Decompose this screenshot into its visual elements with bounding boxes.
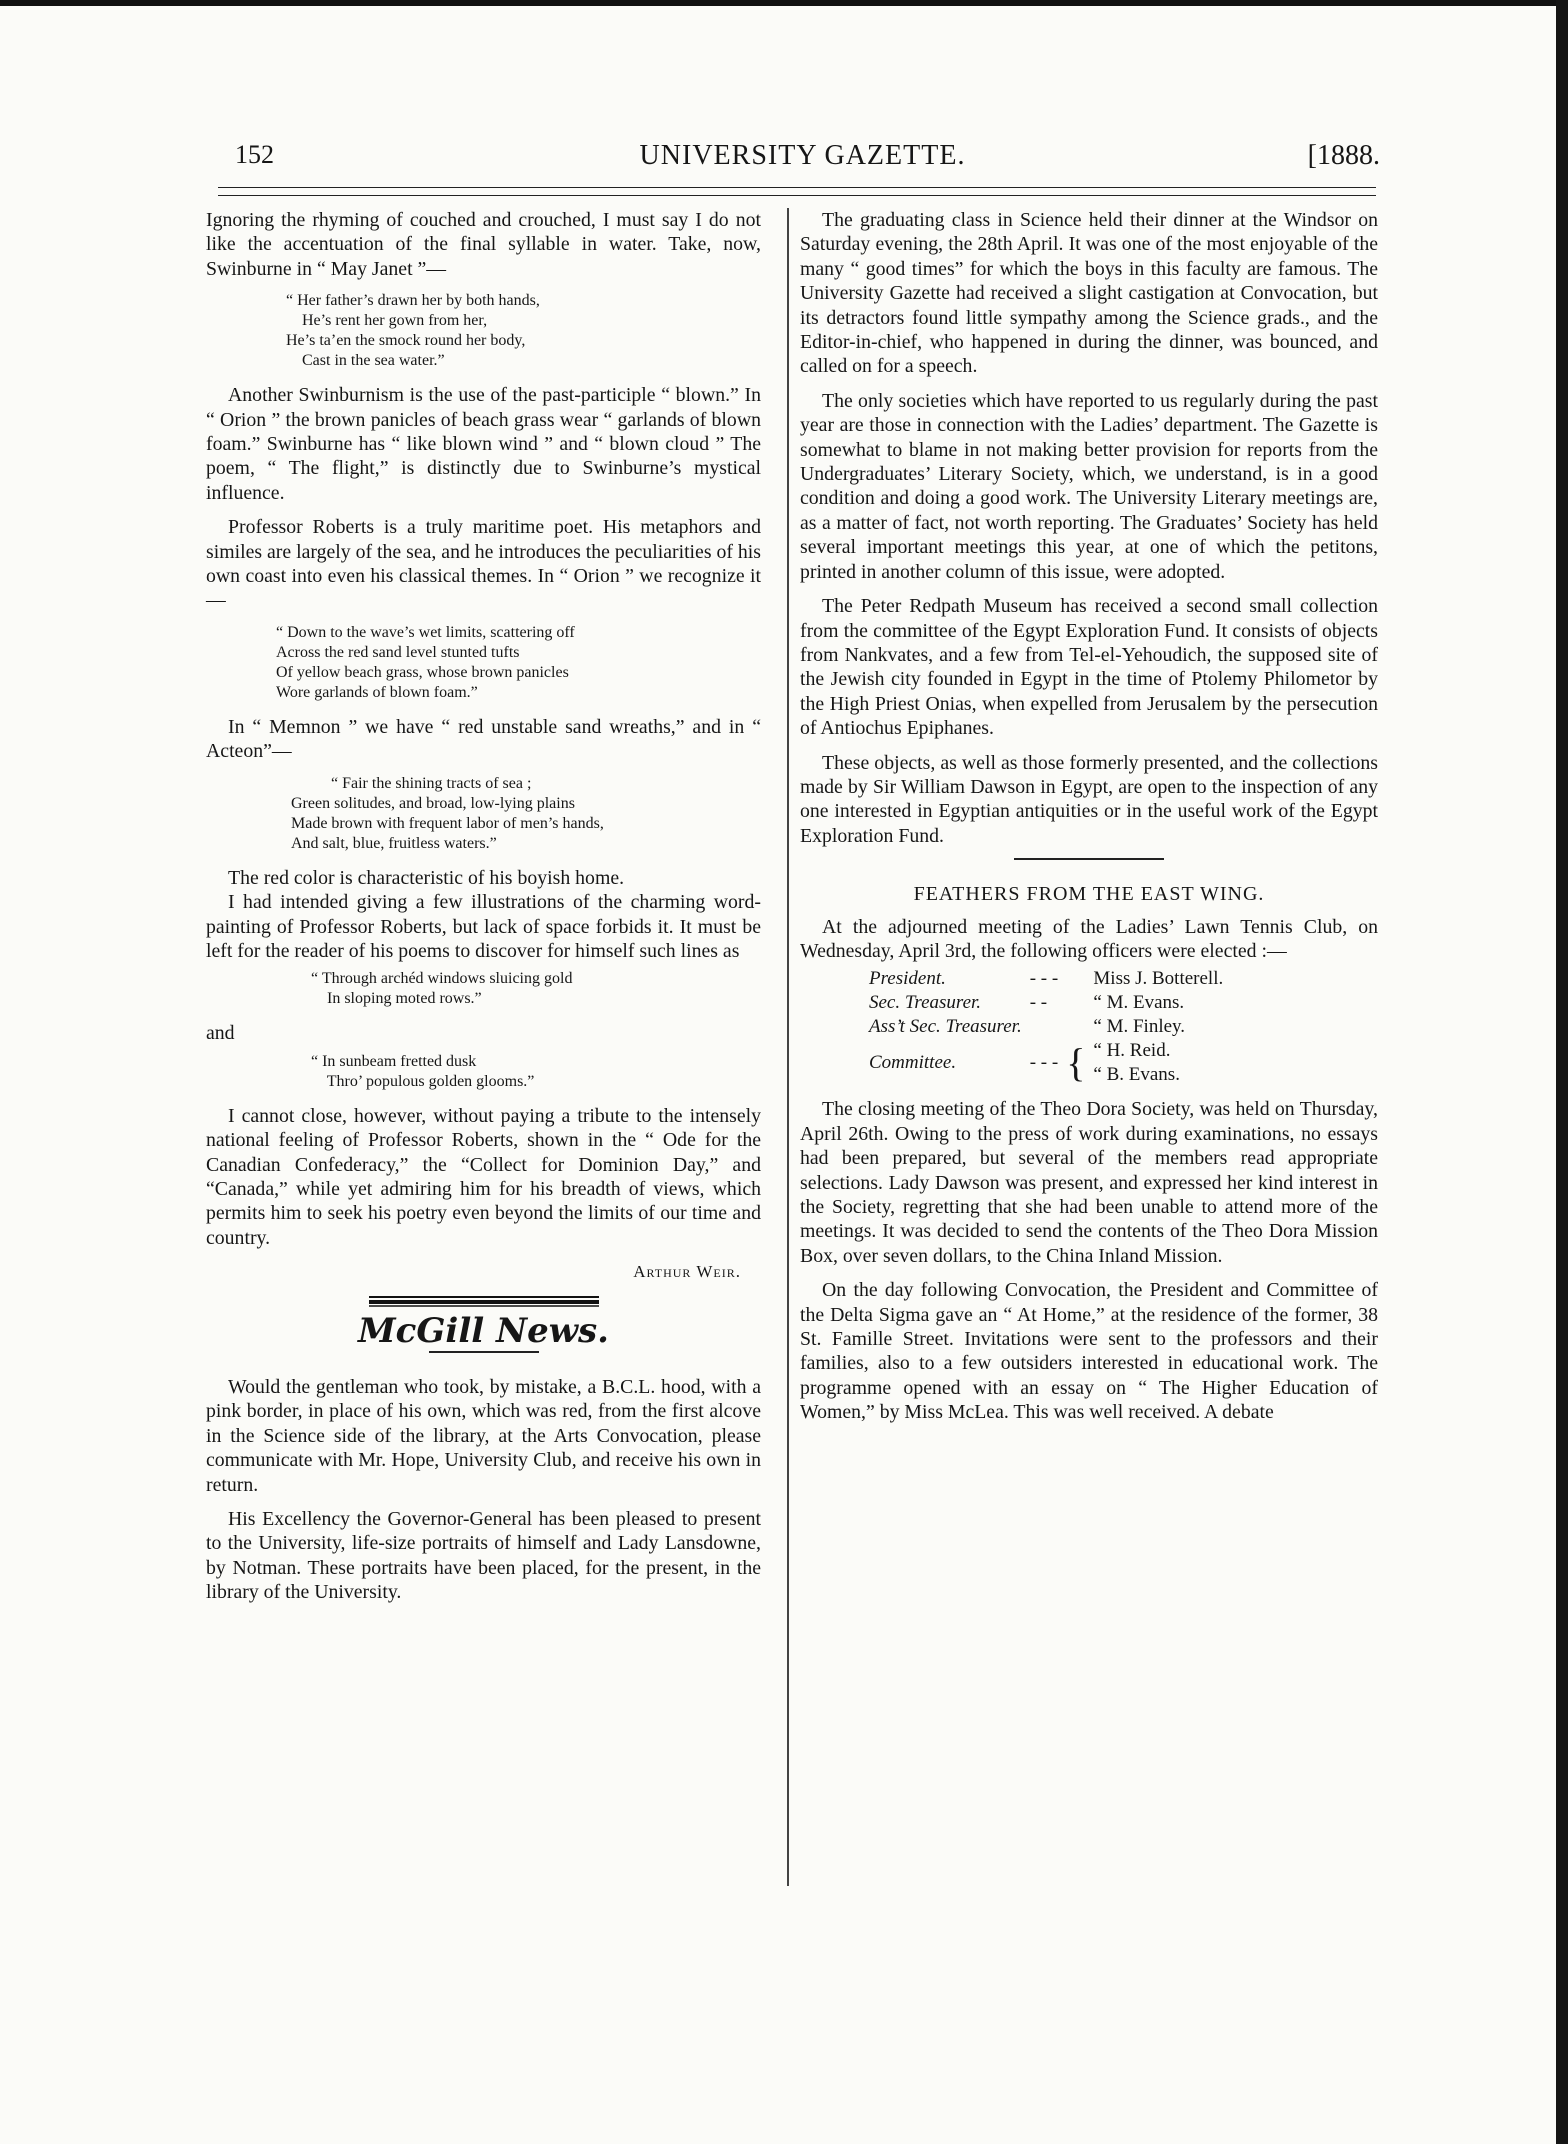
officer-name: “ M. Evans. — [1093, 992, 1185, 1014]
poem-quote-acteon — [291, 774, 761, 854]
poem-line: Thro’ populous golden glooms.” — [311, 1072, 535, 1090]
publication-title: UNIVERSITY GAZETTE. — [639, 140, 966, 171]
paragraph: The graduating class in Science held their dinner at the Windsor on Saturday evening, the 28th April. It was one of the most enjoyable of the many “ good times” for which the boys in this faculty are famous. The University Gazette had received a slight castigation at Convocation, but its detractors found little sympathy among the Science grads., and the Editor-in-chief, who happened in during the dinner, was bounced, and called on for a speech. — [800, 209, 1378, 378]
column-divider — [787, 208, 789, 1886]
poem-quote-arched-windows — [311, 969, 761, 1009]
poem-line: In sloping moted rows.” — [311, 990, 482, 1008]
left-column — [206, 208, 761, 1615]
officer-row-committee — [865, 1039, 1227, 1063]
paragraph: The closing meeting of the Theo Dora Society, was held on Thursday, April 26th. Owing to the press of work during examinations, no essays had been prepared, but several of the members read appropriate selections. Lady Dawson was present, and expressed her kind interest in the Society, regretting that she had been unable to attend more of the meetings. It was decided to send the contents of the Theo Dora Mission Box, over seven dollars, to the China Inland Mission. — [800, 1098, 1378, 1267]
officer-row — [865, 1015, 1227, 1039]
paragraph: I had intended giving a few illustrations of the charming word-painting of Professor Roberts, but lack of space forbids it. It must be left for the reader of his poems to discover for himself such lines as — [206, 891, 761, 962]
poem-line: Cast in the sea water.” — [286, 352, 445, 370]
poem-line: “ Fair the shining tracts of sea ; — [291, 774, 532, 792]
officer-role: Committee. — [869, 1052, 957, 1074]
paragraph: On the day following Convocation, the President and Committee of the Delta Sigma gave an “ At Home,” at the residence of the former, 38 St. Famille Street. Invitations were sent to the professors and their families, also to a few outsiders interested in educational work. The programme opened with an essay on “ The Higher Education of Women,” by Miss McLea. This was well received. A debate — [800, 1279, 1378, 1424]
officer-dots: - - — [1029, 992, 1048, 1014]
poem-line: “ In sunbeam fretted dusk — [311, 1052, 477, 1070]
author-signature: Arthur Weir. — [633, 1262, 741, 1282]
poem-line: Of yellow beach grass, whose brown panicles — [276, 663, 569, 681]
poem-line: “ Her father’s drawn her by both hands, — [286, 292, 540, 310]
poem-line: He’s ta’en the smock round her body, — [286, 332, 526, 350]
paragraph: The red color is characteristic of his boyish home. — [228, 866, 625, 889]
paragraph: Professor Roberts is a truly maritime poet. His metaphors and similes are largely of the sea, and he introduces the peculiarities of his own coast into even his classical themes. In “ Orion ” we recognize it— — [206, 516, 761, 612]
paragraph: Ignoring the rhyming of couched and crouched, I must say I do not like the accentuation of the final syllable in water. Take, now, Swinburne in “ May Janet ”— — [206, 209, 761, 280]
feathers-section-heading: FEATHERS FROM THE EAST WING. — [913, 883, 1265, 906]
right-column — [800, 208, 1378, 1435]
officer-role: President. — [869, 968, 946, 990]
poem-line: Green solitudes, and broad, low-lying plains — [291, 794, 575, 812]
poem-line: And salt, blue, fruitless waters.” — [291, 834, 497, 852]
paragraph: Would the gentleman who took, by mistake, a B.C.L. hood, with a pink border, in place of his own, which was red, from the first alcove in the Science side of the library, at the Arts Convocation, please communicate with Mr. Hope, University Club, and receive his own in return. — [206, 1375, 761, 1496]
mcgill-news-heading: McGill News. — [358, 1310, 609, 1351]
paragraph: The Peter Redpath Museum has received a second small collection from the committee of the Egypt Exploration Fund. It consists of objects from Nankvates, and a few from Tel-el-Yehoudich, the supposed site of the Jewish city founded in Egypt in the time of Ptolemy Philometor by the High Priest Onias, when expelled from Jerusalem by the persecution of Antiochus Epiphanes. — [800, 595, 1378, 740]
poem-line: Wore garlands of blown foam.” — [276, 683, 478, 701]
page-header — [225, 140, 1380, 190]
scan-right-edge — [1556, 0, 1568, 2144]
officer-dots: - - - — [1029, 968, 1059, 990]
section-rule — [1014, 858, 1164, 860]
paragraph: These objects, as well as those formerly presented, and the collections made by Sir William Dawson in Egypt, are open to the inspection of any one interested in Egyptian antiquities or in the useful work of the Egypt Exploration Fund. — [800, 751, 1378, 847]
paragraph: The only societies which have reported to us regularly during the past year are those in connection with the Ladies’ department. The Gazette is somewhat to blame in not making better provision for reports from the Undergraduates’ Literary Society, which, we understand, is in a good condition and doing a good work. The University Literary meetings are, as a matter of fact, not worth reporting. The Graduates’ Society has held several important meetings this year, at one of which the petitons, printed in another column of this issue, were adopted. — [800, 389, 1378, 583]
officer-row — [865, 991, 1227, 1015]
officer-role: Ass’t Sec. Treasurer. — [869, 1016, 1022, 1038]
officers-table — [865, 967, 1227, 1087]
poem-quote-orion — [276, 623, 761, 703]
officer-row — [865, 967, 1227, 991]
officer-name: “ H. Reid. — [1093, 1040, 1171, 1062]
page-number: 152 — [235, 140, 274, 169]
issue-year: [1888. — [1307, 140, 1380, 171]
poem-line: Across the red sand level stunted tufts — [276, 643, 520, 661]
paragraph: His Excellency the Governor-General has been pleased to present to the University, life-size portraits of himself and Lady Lansdowne, by Notman. These portraits have been placed, for the present, in the library of the University. — [206, 1508, 761, 1604]
paragraph: In “ Memnon ” we have “ red unstable sand wreaths,” and in “ Acteon”— — [206, 715, 761, 763]
poem-line: “ Down to the wave’s wet limits, scattering off — [276, 623, 575, 641]
committee-brace: { — [1066, 1040, 1086, 1086]
header-double-rule — [218, 187, 1376, 196]
paragraph: Another Swinburnism is the use of the past-participle “ blown.” In “ Orion ” the brown panicles of beach grass wear “ garlands of blown foam.” Swinburne has “ like blown wind ” and “ blown cloud ” The poem, “ The flight,” is distinctly due to Swinburne’s mystical influence. — [206, 384, 761, 504]
officer-name: “ M. Finley. — [1093, 1016, 1186, 1038]
paragraph: I cannot close, however, without paying a tribute to the intensely national feeling of Professor Roberts, shown in the “ Ode for the Canadian Confederacy,” the “Collect for Dominion Day,” and “Canada,” while yet admiring him for his breadth of views, which permits him to seek his poetry even beyond the limits of our time and country. — [206, 1104, 761, 1249]
paragraph: At the adjourned meeting of the Ladies’ Lawn Tennis Club, on Wednesday, April 3rd, the following officers were elected :— — [800, 915, 1378, 962]
heading-rule — [429, 1351, 539, 1353]
officer-dots — [1026, 1015, 1062, 1039]
scan-top-edge — [0, 0, 1568, 6]
poem-quote-sunbeam — [311, 1052, 761, 1092]
poem-line: Made brown with frequent labor of men’s hands, — [291, 814, 604, 832]
section-ornament-rule — [369, 1295, 599, 1307]
officer-name: Miss J. Botterell. — [1093, 968, 1224, 990]
paragraph: and — [206, 1022, 235, 1045]
poem-line: “ Through archéd windows sluicing gold — [311, 970, 573, 988]
poem-line: He’s rent her gown from her, — [286, 312, 488, 330]
officer-role: Sec. Treasurer. — [869, 992, 982, 1014]
poem-quote-may-janet — [286, 291, 761, 371]
officer-name: “ B. Evans. — [1093, 1064, 1180, 1086]
officer-dots: - - - — [1029, 1052, 1059, 1074]
